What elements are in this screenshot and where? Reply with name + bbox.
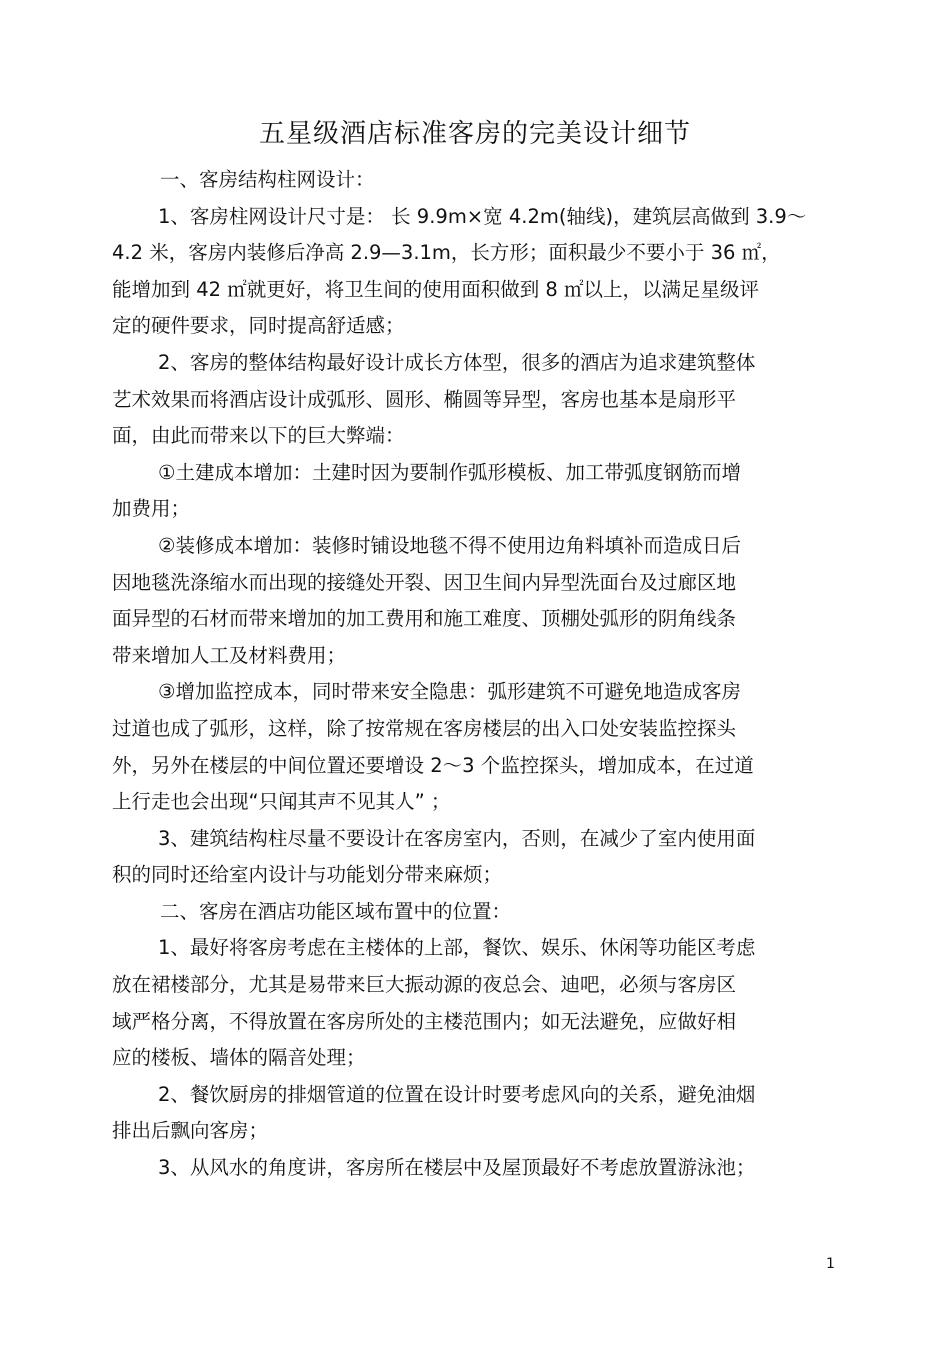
paragraph-line: 带来增加人工及材料费用； [112,643,347,667]
paragraph-line: 加费用； [112,497,191,521]
paragraph-line: 放在裙楼部分，尤其是易带来巨大振动源的夜总会、迪吧，必须与客房区 [112,973,737,997]
paragraph-line: 积的同时还给室内设计与功能划分带来麻烦； [112,863,503,887]
paragraph-line: 外，另外在楼层的中间位置还要增设 2～3 个监控探头，增加成本，在过道 [112,753,754,777]
paragraph-line: 能增加到 42 ㎡就更好，将卫生间的使用面积做到 8 ㎡以上，以满足星级评 [112,277,760,301]
paragraph-line: 应的楼板、墙体的隔音处理； [112,1046,366,1070]
paragraph-line: 1、最好将客房考虑在主楼体的上部，餐饮、娱乐、休闲等功能区考虑 [158,936,756,960]
paragraph-line: 上行走也会出现“只闻其声不见其人” ； [112,790,451,814]
paragraph-line: 3、从风水的角度讲，客房所在楼层中及屋顶最好不考虑放置游泳池； [158,1156,756,1180]
document-body [112,162,842,1187]
paragraph-line: 2、餐饮厨房的排烟管道的位置在设计时要考虑风向的关系，避免油烟 [158,1082,756,1106]
paragraph-line: 定的硬件要求，同时提高舒适感； [112,314,405,338]
paragraph-line: 面，由此而带来以下的巨大弊端： [112,424,405,448]
paragraph-line: 域严格分离，不得放置在客房所处的主楼范围内；如无法避免，应做好相 [112,1009,737,1033]
paragraph-line: 面异型的石材而带来增加的加工费用和施工难度、顶棚处弧形的阴角线条 [112,607,737,631]
paragraph-line: 排出后飘向客房； [112,1119,269,1143]
paragraph-line: 2、客房的整体结构最好设计成长方体型，很多的酒店为追求建筑整体 [158,350,756,374]
paragraph-line: 因地毯洗涤缩水而出现的接缝处开裂、因卫生间内异型洗面台及过廊区地 [112,570,737,594]
paragraph-line: ②装修成本增加：装修时铺设地毯不得不使用边角料填补而造成日后 [158,533,741,557]
paragraph-line: 过道也成了弧形，这样，除了按常规在客房楼层的出入口处安装监控探头 [112,716,737,740]
section-heading: 二、客房在酒店功能区域布置中的位置： [160,899,512,923]
page-number: 1 [826,1256,835,1272]
paragraph-line: 4.2 米，客房内装修后净高 2.9—3.1m，长方形；面积最少不要小于 36 ㎡， [112,241,781,265]
paragraph-line: 1、客房柱网设计尺寸是： 长 9.9m×宽 4.2m(轴线)，建筑层高做到 3.9～ [158,204,807,228]
section-heading: 一、客房结构柱网设计： [160,168,375,191]
paragraph-line: 3、建筑结构柱尽量不要设计在客房室内，否则，在减少了室内使用面 [158,826,756,850]
paragraph-line: 艺术效果而将酒店设计成弧形、圆形、椭圆等异型，客房也基本是扇形平 [112,387,737,411]
paragraph-line: ①土建成本增加：土建时因为要制作弧形模板、加工带弧度钢筋而增 [158,460,741,484]
page-title: 五星级酒店标准客房的完美设计细节 [258,119,691,149]
paragraph-line: ③增加监控成本，同时带来安全隐患：弧形建筑不可避免地造成客房 [158,680,741,704]
